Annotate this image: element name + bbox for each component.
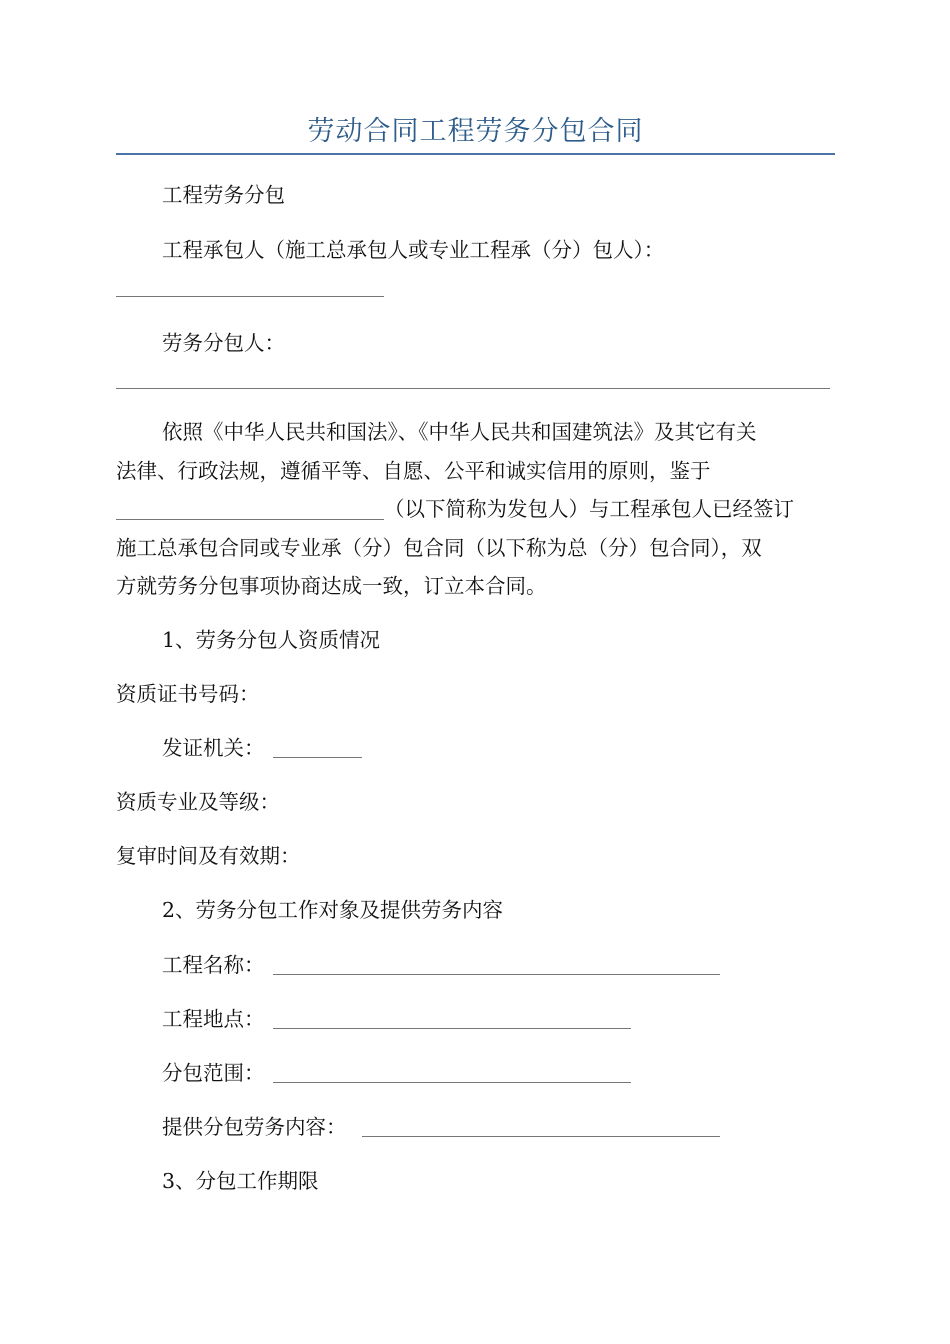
- contractor-label: 工程承包人（施工总承包人或专业工程承（分）包人）：: [162, 238, 665, 262]
- project-site-blank: [273, 1028, 631, 1029]
- labor-content-blank: [362, 1136, 720, 1137]
- qualification-level-label: 资质专业及等级：: [116, 790, 280, 814]
- title-underline: [116, 153, 835, 155]
- contractor-blank: [116, 296, 384, 297]
- project-site-label: 工程地点：: [162, 1007, 265, 1031]
- clause2-heading: 2、劳务分包工作对象及提供劳务内容: [162, 898, 504, 922]
- clause1-heading: 1、劳务分包人资质情况: [162, 628, 381, 652]
- preamble-line: [116, 490, 832, 529]
- preamble-line: 依照《中华人民共和国法》、《中华人民共和国建筑法》及其它有关: [162, 420, 757, 444]
- issuer-blank: [273, 757, 362, 758]
- subcontractor-blank: [116, 388, 830, 389]
- project-name-label: 工程名称：: [162, 953, 265, 977]
- labor-content-label: 提供分包劳务内容：: [162, 1115, 347, 1139]
- section-heading: 工程劳务分包: [162, 183, 285, 207]
- scope-label: 分包范围：: [162, 1061, 265, 1085]
- project-name-blank: [273, 974, 720, 975]
- review-period-label: 复审时间及有效期：: [116, 844, 301, 868]
- preamble-line: 方就劳务分包事项协商达成一致，订立本合同。: [116, 574, 547, 598]
- preamble-paragraph: [116, 413, 832, 606]
- issuer-label: 发证机关：: [162, 736, 265, 760]
- preamble-line-text: （以下简称为发包人）与工程承包人已经签订: [384, 497, 794, 521]
- page-title: 劳动合同工程劳务分包合同: [307, 116, 644, 147]
- preamble-line: 法律、行政法规，遵循平等、自愿、公平和诚实信用的原则，鉴于: [116, 458, 711, 483]
- cert-number-label: 资质证书号码：: [116, 682, 260, 706]
- subcontractor-label: 劳务分包人：: [162, 331, 285, 355]
- preamble-line: 施工总承包合同或专业承（分）包合同（以下称为总（分）包合同），双: [116, 535, 762, 560]
- employer-blank: [116, 519, 384, 520]
- clause3-heading: 3、分包工作期限: [162, 1169, 319, 1193]
- scope-blank: [273, 1082, 631, 1083]
